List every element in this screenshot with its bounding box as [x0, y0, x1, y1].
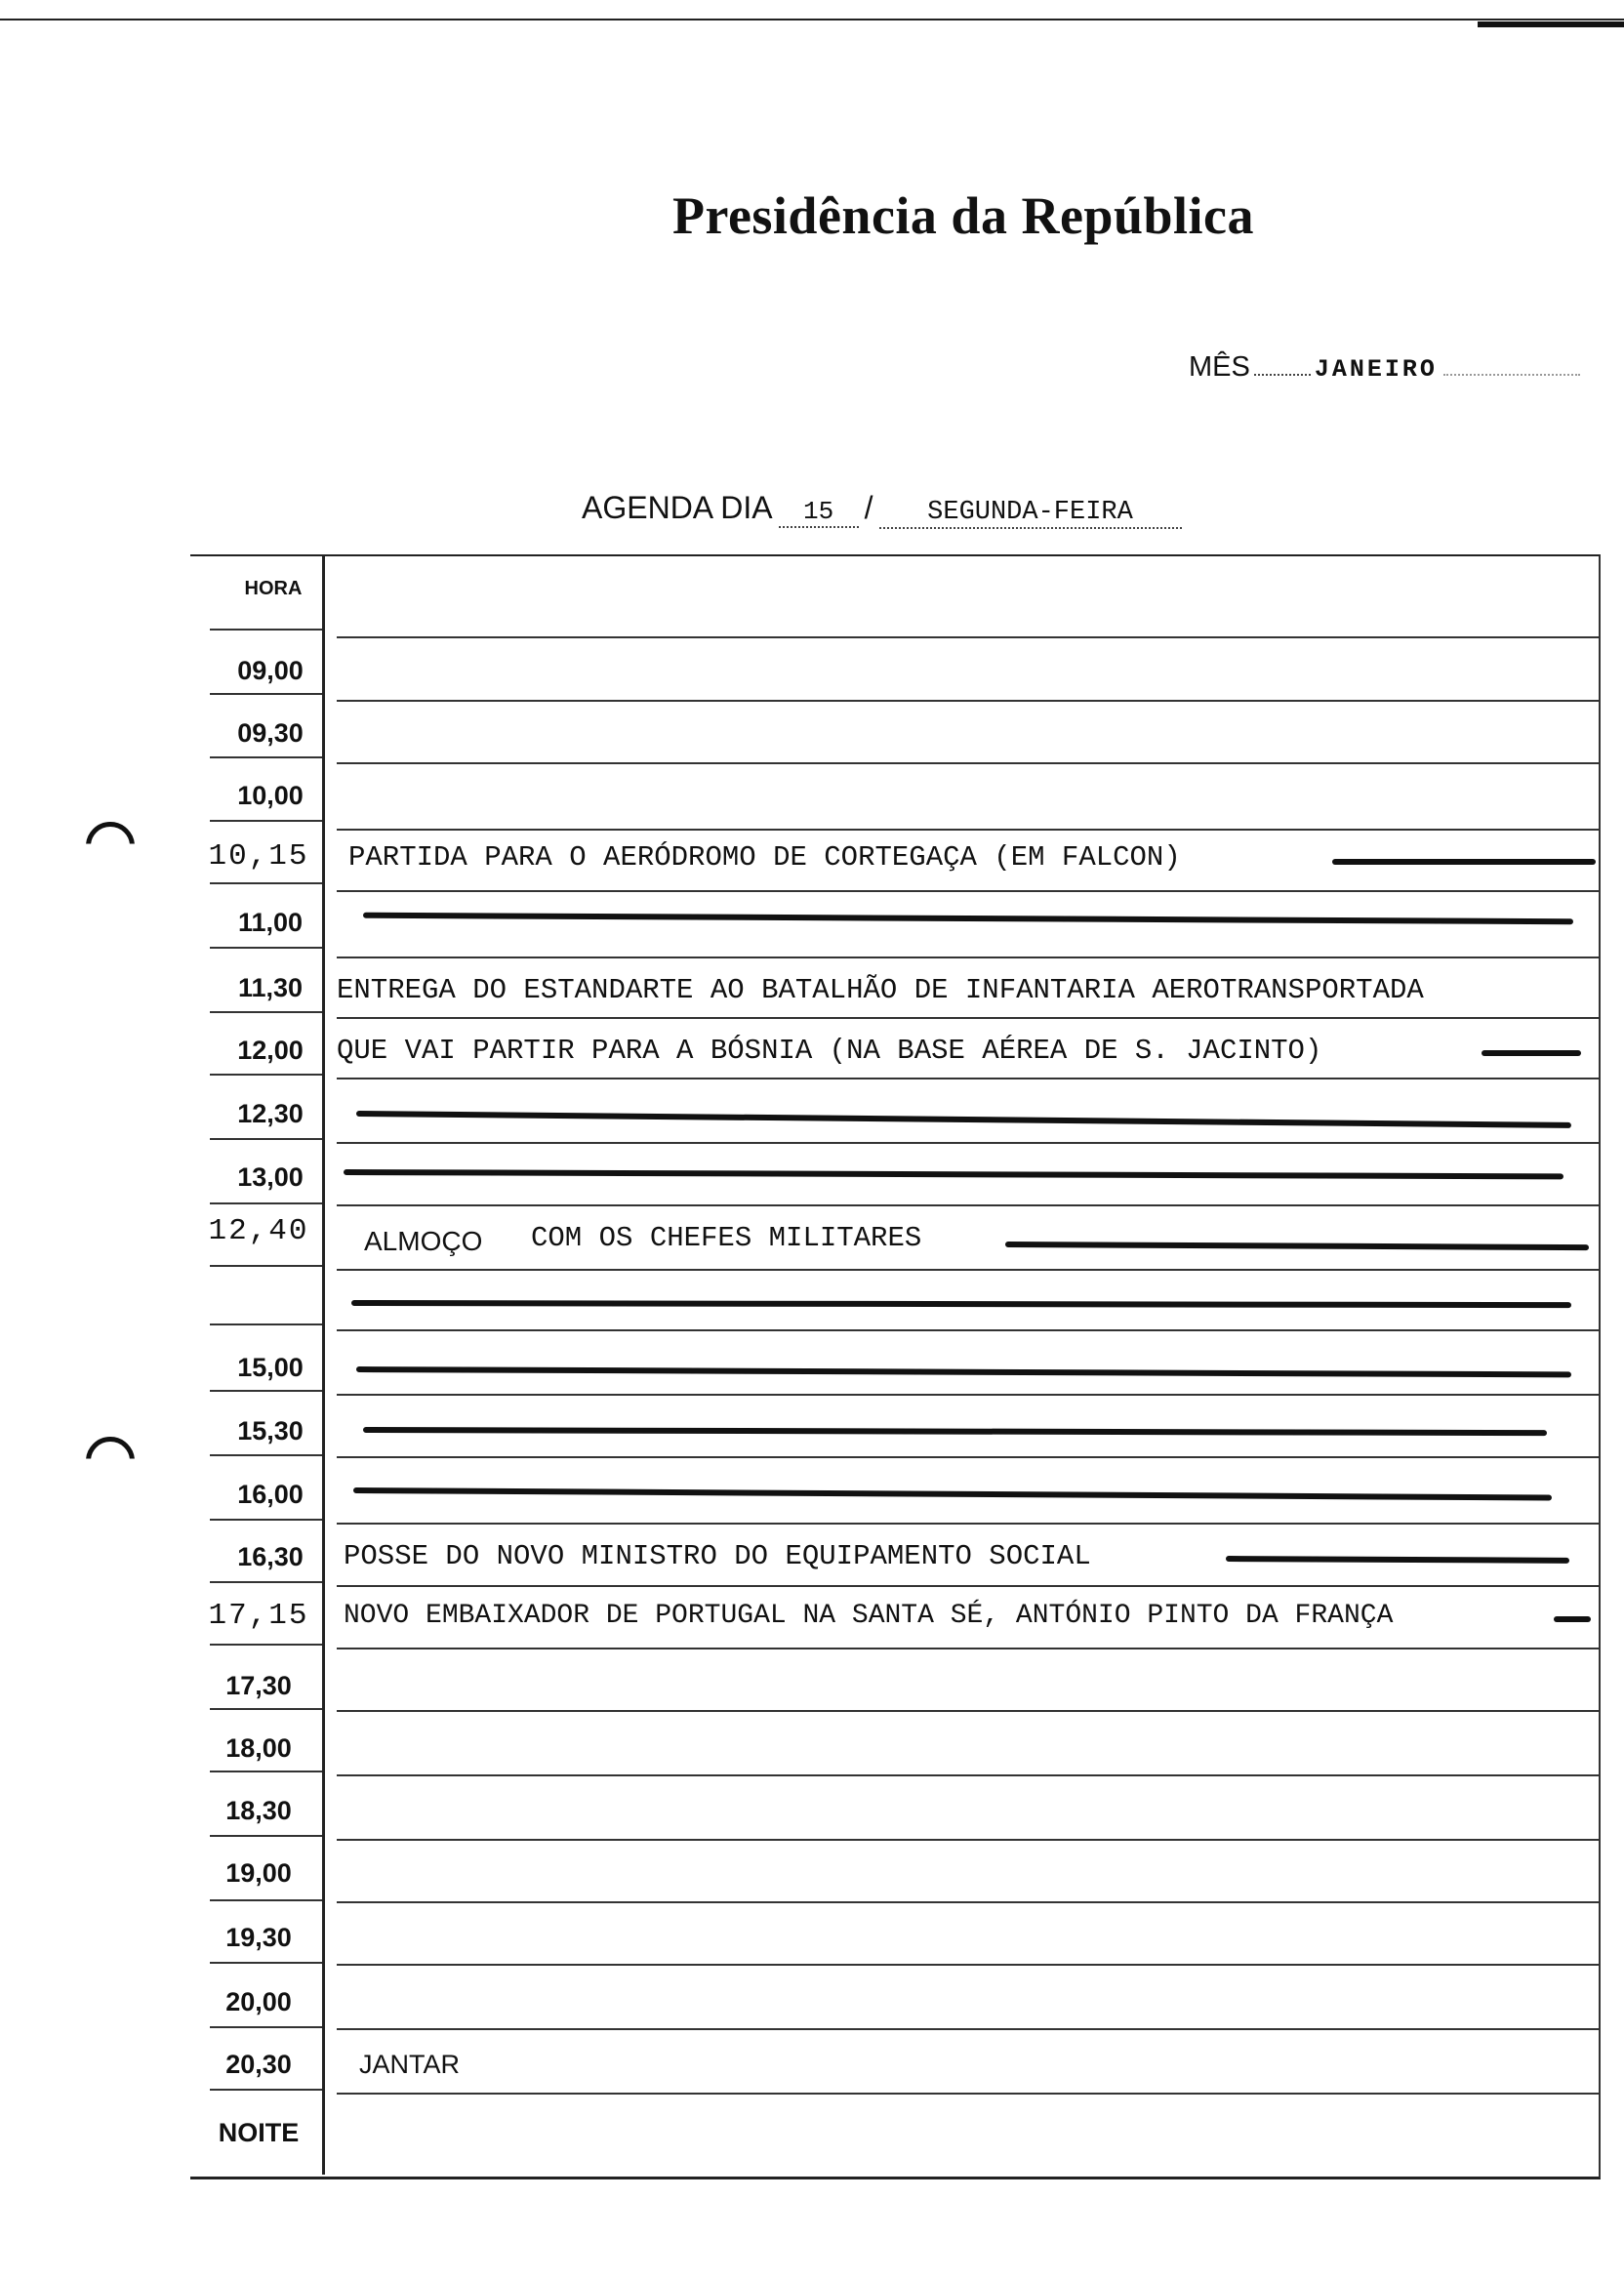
month-label: MÊS [1189, 351, 1250, 383]
time-cell: 17,30 [225, 1671, 292, 1700]
time-cell: 11,00 [237, 908, 304, 937]
page-title: Presidência da República [671, 186, 1255, 245]
entry-departure: PARTIDA PARA O AERÓDROMO DE CORTEGAÇA (EM FALCON) [348, 841, 1181, 874]
weekday-value: SEGUNDA-FEIRA [879, 498, 1182, 529]
entry-flag-ceremony: ENTREGA DO ESTANDARTE AO BATALHÃO DE INFANTARIA AEROTRANSPORTADA [337, 974, 1424, 1006]
top-rule [0, 19, 1624, 20]
punch-hole-mark [86, 1437, 135, 1486]
time-cell: 09,00 [237, 656, 304, 685]
time-cell: 15,30 [237, 1416, 304, 1445]
entry-ambassador: NOVO EMBAIXADOR DE PORTUGAL NA SANTA SÉ, ANTÓNIO PINTO DA FRANÇA [344, 1601, 1394, 1631]
day-value: 15 [779, 497, 859, 528]
time-cell: 09,30 [237, 718, 304, 748]
time-cell: 20,30 [225, 2050, 292, 2079]
pen-stroke [1482, 1050, 1581, 1056]
month-value: JANEIRO [1314, 355, 1438, 384]
time-cell: 20,00 [225, 1987, 292, 2016]
time-cell: 16,00 [237, 1480, 304, 1509]
entry-dinner: JANTAR [359, 2050, 461, 2079]
time-cell: 15,00 [237, 1353, 304, 1382]
time-cell: 12,30 [237, 1099, 304, 1128]
top-rule-thick [1478, 21, 1624, 27]
time-cell: 18,00 [225, 1733, 292, 1763]
date-separator: / [864, 490, 873, 525]
pen-stroke [1332, 859, 1596, 865]
hora-header: HORA [244, 578, 303, 599]
punch-hole-mark [86, 822, 135, 871]
time-cell: 19,00 [225, 1858, 292, 1888]
entry-lunch-companions: COM OS CHEFES MILITARES [531, 1222, 922, 1254]
time-cell: 12,40 [208, 1214, 309, 1248]
entry-lunch: ALMOÇO [364, 1226, 483, 1256]
entry-flag-ceremony-cont: QUE VAI PARTIR PARA A BÓSNIA (NA BASE AÉREA DE S. JACINTO) [337, 1035, 1322, 1067]
time-cell: 11,30 [237, 973, 304, 1002]
agenda-day-field [582, 490, 1182, 529]
time-cell: 12,00 [237, 1036, 304, 1065]
time-cell: 10,15 [208, 839, 309, 874]
time-cell: 17,15 [208, 1599, 309, 1633]
pen-stroke [1554, 1616, 1591, 1622]
time-cell: 10,00 [237, 781, 304, 810]
month-field [1189, 351, 1580, 384]
time-cell: 16,30 [237, 1542, 304, 1571]
entry-minister-inauguration: POSSE DO NOVO MINISTRO DO EQUIPAMENTO SOCIAL [344, 1540, 1091, 1572]
time-cell: 19,30 [225, 1923, 292, 1952]
time-cell: NOITE [218, 2118, 300, 2147]
agenda-label: AGENDA DIA [582, 490, 773, 525]
time-cell: 13,00 [237, 1162, 304, 1192]
time-cell: 18,30 [225, 1796, 292, 1825]
